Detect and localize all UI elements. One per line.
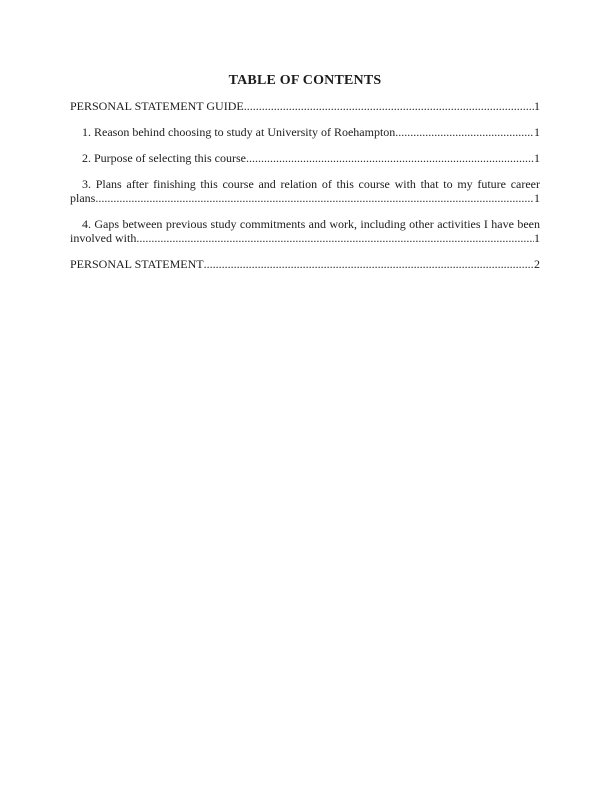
toc-entry-reason-choosing[interactable] xyxy=(70,125,540,139)
toc-title: TABLE OF CONTENTS xyxy=(228,73,382,88)
toc-entry-text: 2. Purpose of selecting this course xyxy=(82,151,246,165)
table-of-contents xyxy=(70,99,540,271)
toc-entry-text-line2: involved with xyxy=(70,231,137,245)
toc-entry-plans-after-finishing[interactable] xyxy=(70,177,540,205)
dot-leader xyxy=(244,99,534,113)
toc-entry-text-line1: 4. Gaps between previous study commitments and work, including other activities I have been xyxy=(82,217,540,231)
toc-entry-text: 1. Reason behind choosing to study at University of Roehampton xyxy=(82,125,396,139)
toc-entry-gaps-between-study[interactable] xyxy=(70,217,540,245)
dot-leader xyxy=(136,231,534,245)
toc-page-number: 1 xyxy=(534,191,540,205)
toc-entry-personal-statement[interactable] xyxy=(70,257,540,271)
toc-entry-text: PERSONAL STATEMENT GUIDE xyxy=(70,99,244,113)
toc-page-number: 2 xyxy=(534,257,540,271)
dot-leader xyxy=(246,151,534,165)
toc-page-number: 1 xyxy=(534,151,540,165)
toc-entry-personal-statement-guide[interactable] xyxy=(70,99,540,113)
page-content xyxy=(0,0,612,271)
toc-entry-text: PERSONAL STATEMENT xyxy=(70,257,204,271)
toc-entry-purpose-selecting[interactable] xyxy=(70,151,540,165)
toc-page-number: 1 xyxy=(534,99,540,113)
toc-entry-text-line2: plans xyxy=(70,191,96,205)
toc-page-number: 1 xyxy=(534,125,540,139)
dot-leader xyxy=(204,257,534,271)
toc-entry-text-line1: 3. Plans after finishing this course and relation of this course with that to my future career xyxy=(82,177,540,191)
toc-page-number: 1 xyxy=(534,231,540,245)
dot-leader xyxy=(95,191,534,205)
dot-leader xyxy=(395,125,534,139)
